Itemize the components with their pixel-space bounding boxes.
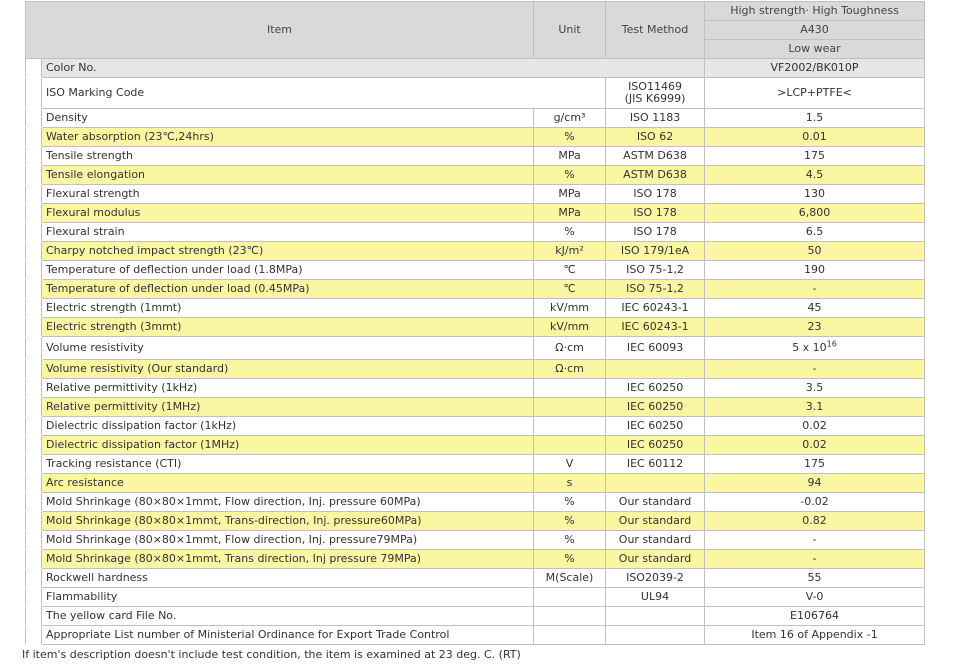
table-row — [26, 147, 925, 166]
header-grade-sub: Low wear — [705, 40, 925, 59]
property-test-method: Our standard — [606, 531, 705, 550]
header-row — [26, 2, 925, 21]
volume-resistivity-row — [26, 337, 925, 360]
property-unit: g/cm³ — [534, 109, 606, 128]
property-unit — [534, 626, 606, 645]
property-value — [705, 337, 925, 360]
property-value: 45 — [705, 299, 925, 318]
property-test-method — [606, 474, 705, 493]
property-name: Mold Shrinkage (80×80×1mmt, Trans direction, Inj pressure 79MPa) — [42, 550, 534, 569]
row-lead — [26, 417, 42, 436]
property-name: Arc resistance — [42, 474, 534, 493]
row-lead — [26, 455, 42, 474]
header-grade-desc: High strength· High Toughness — [705, 2, 925, 21]
property-value: 50 — [705, 242, 925, 261]
iso-method-line2: (JIS K6999) — [624, 92, 686, 105]
property-test-method: ISO 75-1,2 — [606, 280, 705, 299]
property-name: Electric strength (1mmt) — [42, 299, 534, 318]
color-value: VF2002/BK010P — [705, 59, 925, 78]
header-grade: A430 — [705, 21, 925, 40]
property-name: Temperature of deflection under load (1.8MPa) — [42, 261, 534, 280]
row-lead — [26, 337, 42, 360]
property-name: Tracking resistance (CTI) — [42, 455, 534, 474]
property-test-method — [606, 626, 705, 645]
property-unit: MPa — [534, 147, 606, 166]
row-lead — [26, 360, 42, 379]
property-value: 23 — [705, 318, 925, 337]
property-name: Tensile strength — [42, 147, 534, 166]
property-name: Mold Shrinkage (80×80×1mmt, Trans-direction, Inj. pressure60MPa) — [42, 512, 534, 531]
table-row — [26, 360, 925, 379]
property-value: 55 — [705, 569, 925, 588]
table-row — [26, 261, 925, 280]
property-unit: MPa — [534, 204, 606, 223]
property-name: Tensile elongation — [42, 166, 534, 185]
row-lead — [26, 223, 42, 242]
row-lead — [26, 588, 42, 607]
property-unit: MPa — [534, 185, 606, 204]
property-name: Mold Shrinkage (80×80×1mmt, Flow direction, Inj. pressure79MPa) — [42, 531, 534, 550]
property-test-method: ASTM D638 — [606, 166, 705, 185]
row-lead — [26, 607, 42, 626]
property-unit — [534, 417, 606, 436]
property-name: Flammability — [42, 588, 534, 607]
row-lead — [26, 204, 42, 223]
property-unit: % — [534, 550, 606, 569]
property-test-method: UL94 — [606, 588, 705, 607]
row-lead — [26, 493, 42, 512]
header-test-method: Test Method — [606, 2, 705, 59]
table-row — [26, 242, 925, 261]
row-lead — [26, 59, 42, 78]
property-test-method: IEC 60112 — [606, 455, 705, 474]
table-row — [26, 493, 925, 512]
property-value: - — [705, 360, 925, 379]
table-row — [26, 128, 925, 147]
property-test-method: Our standard — [606, 550, 705, 569]
property-unit: % — [534, 128, 606, 147]
property-unit: Ω·cm — [534, 360, 606, 379]
property-test-method: ISO 179/1eA — [606, 242, 705, 261]
row-lead — [26, 128, 42, 147]
row-lead — [26, 398, 42, 417]
property-unit: Ω·cm — [534, 337, 606, 360]
iso-method-line1: ISO11469 — [628, 80, 682, 93]
table-row — [26, 550, 925, 569]
property-value: 1.5 — [705, 109, 925, 128]
property-test-method: ISO 178 — [606, 223, 705, 242]
table-row — [26, 531, 925, 550]
property-name: Appropriate List number of Ministerial Ordinance for Export Trade Control — [42, 626, 534, 645]
table-row — [26, 109, 925, 128]
row-lead — [26, 531, 42, 550]
property-value: 130 — [705, 185, 925, 204]
property-value: V-0 — [705, 588, 925, 607]
property-test-method: IEC 60243-1 — [606, 299, 705, 318]
row-lead — [26, 280, 42, 299]
property-value: 94 — [705, 474, 925, 493]
property-value: 0.02 — [705, 436, 925, 455]
row-lead — [26, 166, 42, 185]
table-row — [26, 474, 925, 493]
footnote: If item's description doesn't include test condition, the item is examined at 23 deg. C. (RT) — [22, 648, 521, 661]
property-name: Volume resistivity — [42, 337, 534, 360]
color-label: Color No. — [42, 59, 705, 78]
table-row — [26, 588, 925, 607]
property-unit: % — [534, 512, 606, 531]
table-row — [26, 280, 925, 299]
property-value: 0.01 — [705, 128, 925, 147]
row-lead — [26, 626, 42, 645]
property-name: Flexural strain — [42, 223, 534, 242]
property-unit: % — [534, 493, 606, 512]
property-value: E106764 — [705, 607, 925, 626]
table-row — [26, 626, 925, 645]
property-unit — [534, 588, 606, 607]
property-value: 6,800 — [705, 204, 925, 223]
property-test-method: ISO 1183 — [606, 109, 705, 128]
property-name: Dielectric dissipation factor (1MHz) — [42, 436, 534, 455]
row-lead — [26, 379, 42, 398]
property-test-method: ISO 178 — [606, 204, 705, 223]
property-name: Electric strength (3mmt) — [42, 318, 534, 337]
iso-marking-method — [606, 78, 705, 109]
table-row — [26, 512, 925, 531]
table-row — [26, 299, 925, 318]
property-test-method — [606, 607, 705, 626]
property-unit — [534, 379, 606, 398]
property-value: 6.5 — [705, 223, 925, 242]
property-unit — [534, 398, 606, 417]
row-lead — [26, 569, 42, 588]
table-row — [26, 569, 925, 588]
property-test-method: IEC 60250 — [606, 417, 705, 436]
iso-marking-label: ISO Marking Code — [42, 78, 606, 109]
property-test-method: IEC 60250 — [606, 379, 705, 398]
color-row — [26, 59, 925, 78]
property-test-method: ISO2039-2 — [606, 569, 705, 588]
property-unit: ℃ — [534, 261, 606, 280]
property-value: 4.5 — [705, 166, 925, 185]
property-test-method: ISO 75-1,2 — [606, 261, 705, 280]
property-unit: % — [534, 166, 606, 185]
property-name: Mold Shrinkage (80×80×1mmt, Flow direction, Inj. pressure 60MPa) — [42, 493, 534, 512]
row-lead — [26, 261, 42, 280]
property-unit: % — [534, 223, 606, 242]
property-test-method — [606, 360, 705, 379]
property-unit: kJ/m² — [534, 242, 606, 261]
property-value: 0.82 — [705, 512, 925, 531]
row-lead — [26, 318, 42, 337]
row-lead — [26, 109, 42, 128]
header-item: Item — [26, 2, 534, 59]
property-test-method: IEC 60250 — [606, 398, 705, 417]
table-row — [26, 223, 925, 242]
property-test-method: IEC 60093 — [606, 337, 705, 360]
property-unit: s — [534, 474, 606, 493]
property-value: 175 — [705, 455, 925, 474]
property-name: Water absorption (23℃,24hrs) — [42, 128, 534, 147]
table-row — [26, 379, 925, 398]
property-name: Relative permittivity (1MHz) — [42, 398, 534, 417]
property-unit: kV/mm — [534, 318, 606, 337]
row-lead — [26, 185, 42, 204]
row-lead — [26, 242, 42, 261]
property-name: Flexural strength — [42, 185, 534, 204]
property-unit — [534, 607, 606, 626]
property-value: 190 — [705, 261, 925, 280]
value-exponent: 16 — [826, 339, 837, 349]
row-lead — [26, 299, 42, 318]
property-unit: kV/mm — [534, 299, 606, 318]
property-test-method: IEC 60250 — [606, 436, 705, 455]
table-row — [26, 417, 925, 436]
table-row — [26, 398, 925, 417]
table-row — [26, 455, 925, 474]
property-unit: % — [534, 531, 606, 550]
property-test-method: Our standard — [606, 512, 705, 531]
property-test-method: IEC 60243-1 — [606, 318, 705, 337]
iso-marking-value: >LCP+PTFE< — [705, 78, 925, 109]
row-lead — [26, 147, 42, 166]
table-row — [26, 166, 925, 185]
property-value: Item 16 of Appendix -1 — [705, 626, 925, 645]
row-lead — [26, 436, 42, 455]
property-name: Charpy notched impact strength (23℃) — [42, 242, 534, 261]
properties-table — [25, 1, 925, 645]
property-unit: ℃ — [534, 280, 606, 299]
table-row — [26, 185, 925, 204]
row-lead — [26, 512, 42, 531]
property-value: 175 — [705, 147, 925, 166]
property-test-method: ISO 178 — [606, 185, 705, 204]
property-value: - — [705, 550, 925, 569]
property-unit: M(Scale) — [534, 569, 606, 588]
property-value: 0.02 — [705, 417, 925, 436]
row-lead — [26, 78, 42, 109]
property-value: 3.5 — [705, 379, 925, 398]
property-value: - — [705, 280, 925, 299]
property-name: Flexural modulus — [42, 204, 534, 223]
property-name: Relative permittivity (1kHz) — [42, 379, 534, 398]
property-unit: V — [534, 455, 606, 474]
value-base: 5 x 10 — [792, 341, 827, 354]
table-row — [26, 436, 925, 455]
property-test-method: ISO 62 — [606, 128, 705, 147]
property-value: 3.1 — [705, 398, 925, 417]
property-name: Dielectric dissipation factor (1kHz) — [42, 417, 534, 436]
property-name: Density — [42, 109, 534, 128]
property-name: Temperature of deflection under load (0.45MPa) — [42, 280, 534, 299]
iso-marking-row — [26, 78, 925, 109]
property-name: The yellow card File No. — [42, 607, 534, 626]
table-row — [26, 607, 925, 626]
row-lead — [26, 474, 42, 493]
property-unit — [534, 436, 606, 455]
table-row — [26, 318, 925, 337]
row-lead — [26, 550, 42, 569]
table-row — [26, 204, 925, 223]
header-unit: Unit — [534, 2, 606, 59]
property-test-method: Our standard — [606, 493, 705, 512]
property-value: -0.02 — [705, 493, 925, 512]
property-value: - — [705, 531, 925, 550]
property-name: Volume resistivity (Our standard) — [42, 360, 534, 379]
property-test-method: ASTM D638 — [606, 147, 705, 166]
property-name: Rockwell hardness — [42, 569, 534, 588]
